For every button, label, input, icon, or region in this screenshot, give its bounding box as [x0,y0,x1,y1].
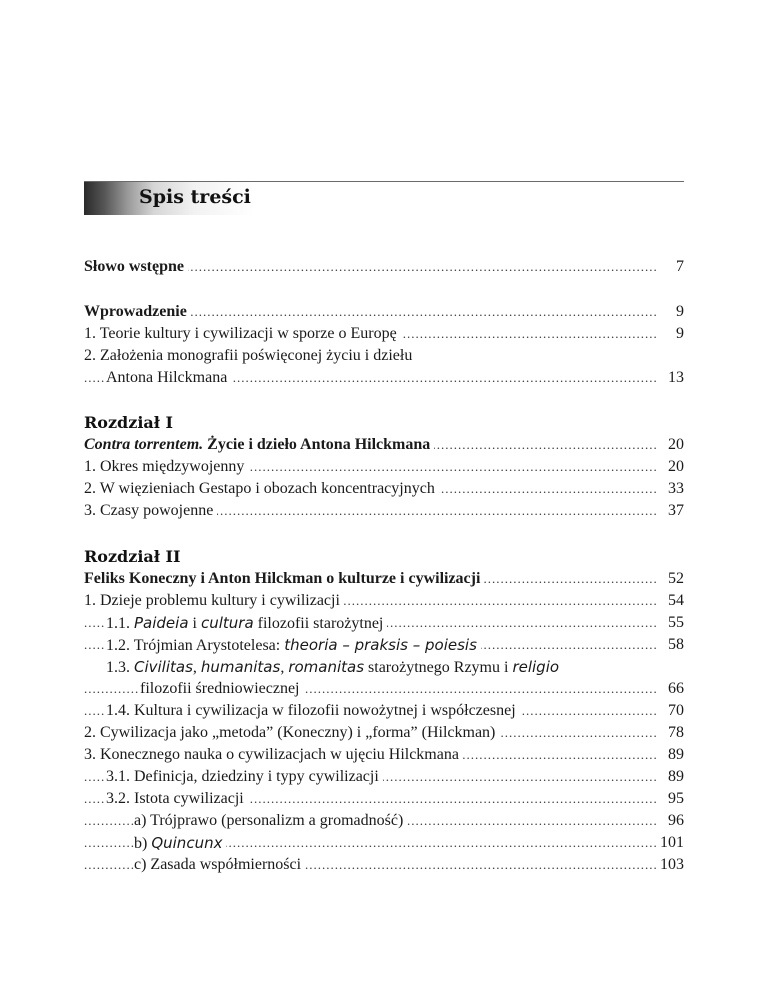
toc-entry-c2-1-4[interactable]: ..... 1.4. Kultura i cywilizacja w filozofii nowożytnej i współczesnej 70 [84,700,684,722]
toc-entry-c2-3-1[interactable]: ..... 3.1. Definicja, dziedziny i typy cywilizacji 89 [84,766,684,788]
toc-entry-chapter-2[interactable]: ..... Feliks Koneczny i Anton Hilckman o kulturze i cywilizacji 52 [84,568,684,590]
chapter-1-heading: Rozdział I [84,413,173,432]
toc-entry-wprowadzenie[interactable]: ..... Wprowadzenie 9 [84,301,684,323]
chapter-2-heading: Rozdział II [84,547,181,566]
header-rule [84,181,684,182]
toc-entry-c2-2[interactable]: ..... 2. Cywilizacja jako „metoda” (Koneczny) i „forma” (Hilckman) 78 [84,722,684,744]
toc-entry-chapter-1[interactable]: ..... Contra torrentem. Życie i dzieło Antona Hilckmana 20 [84,434,684,456]
toc-entry-c2-1-3-line1[interactable]: 1.3. Civilitas, humanitas, romanitas starożytnego Rzymu i religio [84,656,684,678]
toc-entry-w2-line1[interactable]: 2. Założenia monografii poświęconej życiu i dziełu [84,345,684,367]
toc-entry-c2-3-2[interactable]: ..... 3.2. Istota cywilizacji 95 [84,788,684,810]
toc-entry-c2-3[interactable]: ..... 3. Konecznego nauka o cywilizacjach w ujęciu Hilckmana 89 [84,744,684,766]
toc-entry-c2-1-3-line2[interactable]: ..... filozofii średniowiecznej 66 [84,678,684,700]
toc-entry-c1-2[interactable]: ..... 2. W więzieniach Gestapo i obozach koncentracyjnych 33 [84,478,684,500]
toc-header [84,181,684,215]
toc-entry-c2-1-1[interactable]: ..... 1.1. Paideia i cultura filozofii starożytnej 55 [84,612,684,634]
toc-entry-c2-1[interactable]: ..... 1. Dzieje problemu kultury i cywilizacji 54 [84,590,684,612]
toc-entry-c2-3-2-c[interactable]: ..... c) Zasada współmierności 103 [84,854,684,876]
toc-entry-w1[interactable]: ..... 1. Teorie kultury i cywilizacji w sporze o Europę 9 [84,323,684,345]
page-title: Spis treści [139,186,251,208]
toc-entry-c2-3-2-b[interactable]: ..... b) Quincunx 101 [84,832,684,854]
toc-entry-w2-line2[interactable]: ..... Antona Hilckmana 13 [84,367,684,389]
toc-entry-c1-1[interactable]: ..... 1. Okres międzywojenny 20 [84,456,684,478]
toc-entry-c2-3-2-a[interactable]: ..... a) Trójprawo (personalizm a gromadność) 96 [84,810,684,832]
toc-entry-c2-1-2[interactable]: ..... 1.2. Trójmian Arystotelesa: theoria – praksis – poiesis 58 [84,634,684,656]
toc-entry-slowo-wstepne[interactable]: ..... Słowo wstępne 7 [84,256,684,278]
toc-entry-c1-3[interactable]: ..... 3. Czasy powojenne 37 [84,500,684,522]
